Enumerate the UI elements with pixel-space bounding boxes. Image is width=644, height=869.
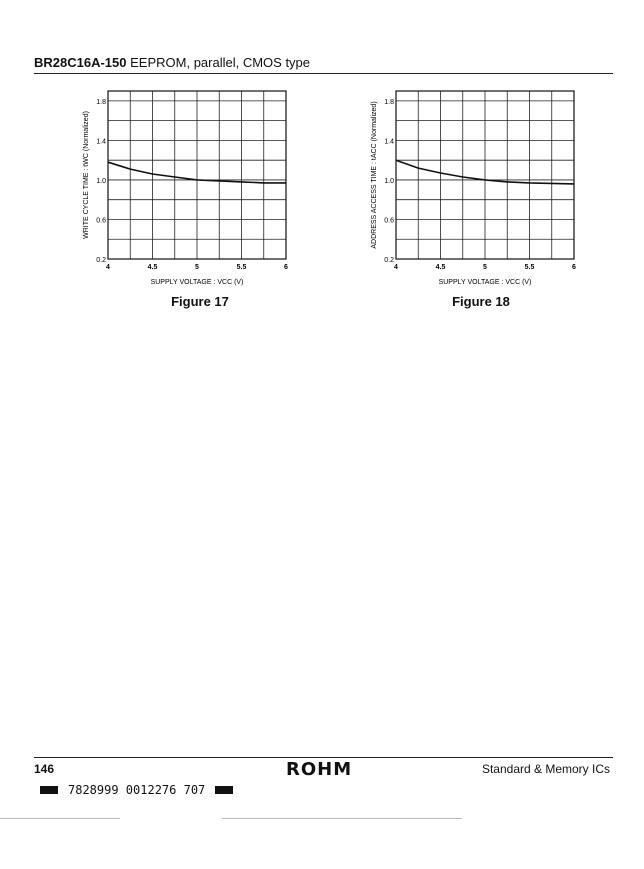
barcode-row — [40, 783, 233, 797]
y-tick-label: 1.4 — [384, 138, 394, 146]
x-tick-label: 4.5 — [147, 264, 158, 271]
barcode-text: 7828999 0012276 707 — [68, 783, 206, 797]
part-number: BR28C16A-150 — [34, 55, 127, 70]
y-axis-label: ADDRESS ACCESS TIME : tACC (Normalized) — [371, 101, 378, 249]
x-tick-label: 4 — [394, 264, 398, 271]
x-tick-label: 6 — [284, 264, 288, 271]
y-tick-label: 0.6 — [384, 217, 394, 225]
x-axis-label: SUPPLY VOLTAGE : VCC (V) — [438, 279, 532, 286]
x-tick-label: 4.5 — [435, 264, 446, 271]
x-tick-label: 5.5 — [236, 264, 247, 271]
header-rule — [34, 73, 613, 74]
figure-17-chart — [72, 82, 302, 287]
chart-svg — [72, 82, 302, 286]
y-tick-label: 1.0 — [96, 177, 106, 185]
page-header — [34, 55, 310, 70]
rohm-logo: ROHM — [286, 759, 353, 780]
x-tick-label: 5 — [483, 264, 487, 271]
y-tick-label: 0.6 — [96, 217, 106, 225]
x-tick-label: 6 — [572, 264, 576, 271]
x-tick-label: 5 — [195, 264, 199, 271]
barcode-block-left — [40, 786, 58, 794]
y-tick-label: 1.8 — [96, 98, 106, 106]
part-description: EEPROM, parallel, CMOS type — [130, 55, 311, 70]
figure-18-chart — [360, 82, 590, 287]
x-tick-label: 5.5 — [524, 264, 535, 271]
scan-line-left — [0, 818, 120, 819]
y-tick-label: 1.8 — [384, 98, 394, 106]
y-tick-label: 1.0 — [384, 177, 394, 185]
y-tick-label: 0.2 — [384, 257, 394, 264]
chart-svg — [360, 82, 590, 286]
y-axis-label: WRITE CYCLE TIME : tWC (Normalized) — [83, 111, 90, 239]
y-tick-label: 1.4 — [96, 138, 106, 146]
footer-category: Standard & Memory ICs — [481, 762, 610, 776]
barcode-block-right — [215, 786, 233, 794]
scan-line-center — [222, 818, 462, 819]
page-number: 146 — [34, 762, 55, 776]
figure-18-caption: Figure 18 — [452, 294, 510, 309]
figure-17-caption: Figure 17 — [171, 294, 229, 309]
footer-rule — [34, 757, 613, 758]
x-tick-label: 4 — [106, 264, 110, 271]
y-tick-label: 0.2 — [96, 257, 106, 264]
x-axis-label: SUPPLY VOLTAGE : VCC (V) — [150, 279, 244, 286]
